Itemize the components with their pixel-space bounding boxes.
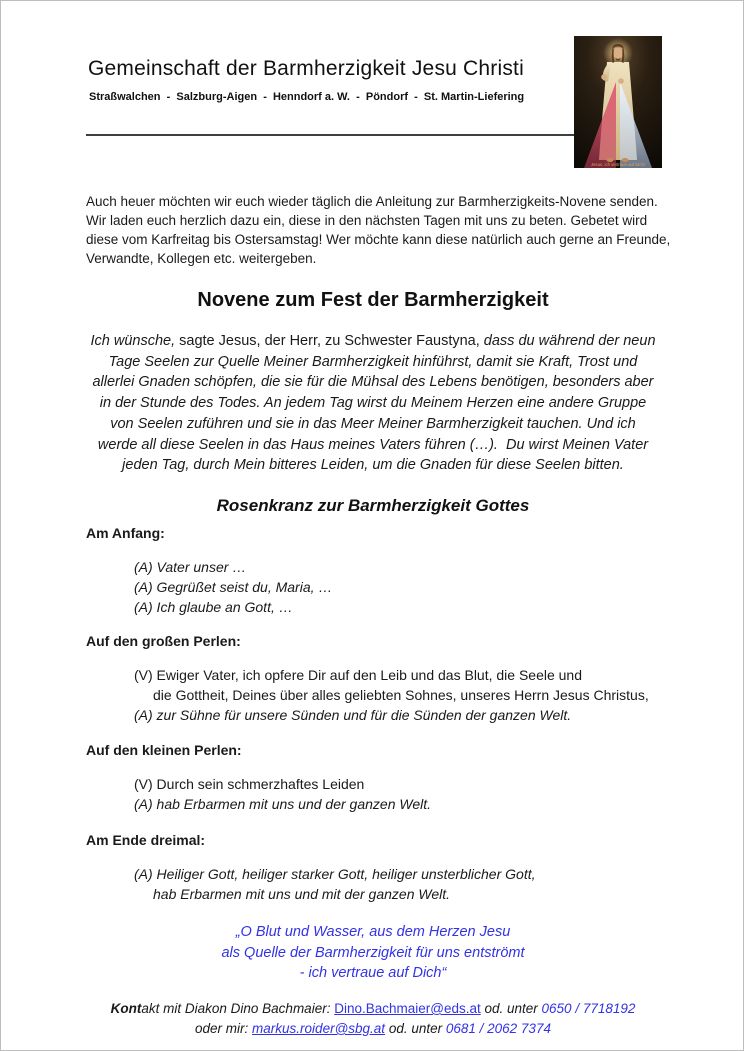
divine-mercy-illustration <box>574 36 662 168</box>
text-segment: dass du während der neun <box>483 333 656 349</box>
text-line: diese vom Karfreitag bis Ostersamstag! Wer möchte kann diese natürlich auch gerne an Freunde, <box>86 232 671 247</box>
text-segment: Tage Seelen zur Quelle Meiner Barmherzigkeit hinführst, damit sie Kraft, Trost und <box>108 353 638 370</box>
text-segment: die Gottheit, Deines über alles geliebten Sohnes, unseres Herrn Jesus Christus, <box>153 687 649 703</box>
text-segment: hab Erbarmen mit uns und mit der ganzen Welt. <box>153 886 451 902</box>
text-segment: jeden Tag, durch Mein bitteres Leiden, um die Gnaden für diese Seelen bitten. <box>122 457 624 474</box>
novena-quote-paragraph <box>73 331 673 476</box>
text-line <box>86 577 706 597</box>
text-line <box>86 557 706 577</box>
text-segment: (A) Gegrüßet seist du, Maria, … <box>134 579 333 595</box>
email-link-dino[interactable]: Dino.Bachmaier@eds.at <box>334 1001 481 1016</box>
prayer-lines <box>86 665 706 725</box>
contact-line-1 <box>1 999 744 1019</box>
text-segment: allerlei Gnaden schöpfen, die sie für die Mühsal des Lebens benötigen, besonders aber <box>92 374 654 391</box>
prayer-lines <box>86 864 706 904</box>
divine-mercy-image <box>574 36 662 168</box>
text-line: Wir laden euch herzlich dazu ein, diese in den nächsten Tagen mit uns zu beten. Gebetet wird <box>86 213 648 228</box>
section-label: Am Ende dreimal: <box>86 832 206 848</box>
text-line <box>73 414 673 435</box>
text-line: als Quelle der Barmherzigkeit für uns entströmt <box>221 944 525 961</box>
text-line: Verwandte, Kollegen etc. weitergeben. <box>86 251 317 266</box>
text-segment: (A) Heiliger Gott, heiliger starker Gott, heiliger unsterblicher Gott, <box>134 866 536 882</box>
contact-block <box>1 999 744 1039</box>
text-segment: oder mir: <box>195 1021 253 1036</box>
text-segment: od. unter <box>385 1021 446 1036</box>
blood-and-water-quote <box>1 922 744 984</box>
text-segment: Kont <box>110 1001 142 1016</box>
contact-line-2 <box>1 1019 744 1039</box>
email-link-markus[interactable]: markus.roider@sbg.at <box>252 1021 386 1036</box>
text-line <box>73 435 673 456</box>
text-line <box>86 774 706 794</box>
text-line: - ich vertraue auf Dich“ <box>299 965 447 981</box>
text-line <box>86 794 706 814</box>
section-label: Auf den großen Perlen: <box>86 633 241 649</box>
phone-number-1: 0650 / 7718192 <box>541 1001 636 1016</box>
page-subtitle: Straßwalchen - Salzburg-Aigen - Henndorf a. W. - Pöndorf - St. Martin-Liefering <box>89 91 525 103</box>
text-segment: Ich wünsche, <box>90 333 176 349</box>
mercy-image-caption: Jesus, ich vertraue auf Dich! <box>590 162 646 167</box>
section-label: Auf den kleinen Perlen: <box>86 742 242 758</box>
text-line <box>73 331 673 352</box>
text-line <box>73 372 673 393</box>
text-line <box>86 685 706 705</box>
text-line <box>73 455 673 476</box>
text-line: Auch heuer möchten wir euch wieder täglich die Anleitung zur Barmherzigkeits-Novene senden. <box>86 194 658 209</box>
text-segment: akt mit Diakon Dino Bachmaier: <box>141 1001 335 1016</box>
section-grosse-perlen <box>86 632 706 725</box>
text-line <box>73 352 673 373</box>
text-line <box>86 665 706 685</box>
text-segment: (A) Ich glaube an Gott, … <box>134 599 293 615</box>
text-segment: (A) hab Erbarmen mit uns und der ganzen Welt. <box>134 796 432 812</box>
text-segment: in der Stunde des Todes. An jedem Tag wirst du Meinem Herzen eine andere Gruppe <box>99 395 647 412</box>
text-segment: (A) zur Sühne für unsere Sünden und für die Sünden der ganzen Welt. <box>134 707 572 723</box>
text-line <box>86 597 706 617</box>
novena-heading: Novene zum Fest der Barmherzigkeit <box>197 289 549 311</box>
text-segment: (V) Ewiger Vater, ich opfere Dir auf den Leib und das Blut, die Seele und <box>134 667 583 683</box>
text-segment: (A) Vater unser … <box>134 559 247 575</box>
text-line <box>86 864 706 884</box>
text-line: „O Blut und Wasser, aus dem Herzen Jesu <box>235 924 511 940</box>
raised-hand <box>601 74 607 80</box>
text-line <box>86 884 706 904</box>
text-line <box>73 393 673 414</box>
text-line <box>86 705 706 725</box>
text-segment: (V) Durch sein schmerzhaftes Leiden <box>134 776 365 792</box>
text-segment: od. unter <box>480 1001 542 1016</box>
chest-hand <box>618 78 624 84</box>
prayer-lines <box>86 774 706 814</box>
page-title: Gemeinschaft der Barmherzigkeit Jesu Christi <box>88 57 524 80</box>
section-am-anfang <box>86 524 706 617</box>
head <box>613 48 624 59</box>
text-segment: sagte Jesus, der Herr, zu Schwester Faustyna, <box>175 333 484 349</box>
section-label: Am Anfang: <box>86 525 165 541</box>
intro-paragraph <box>86 192 670 268</box>
text-segment: werde all diese Seelen in das Haus meines Vaters führen (…). Du wirst Meinen Vater <box>97 436 649 453</box>
rosary-heading: Rosenkranz zur Barmherzigkeit Gottes <box>216 496 530 515</box>
phone-number-2: 0681 / 2062 7374 <box>445 1021 551 1036</box>
prayer-lines <box>86 557 706 617</box>
section-kleine-perlen <box>86 741 706 814</box>
text-segment: von Seelen zuführen und sie in das Meer Meiner Barmherzigkeit tauchen. Und ich <box>110 415 636 432</box>
section-am-ende <box>86 831 706 904</box>
